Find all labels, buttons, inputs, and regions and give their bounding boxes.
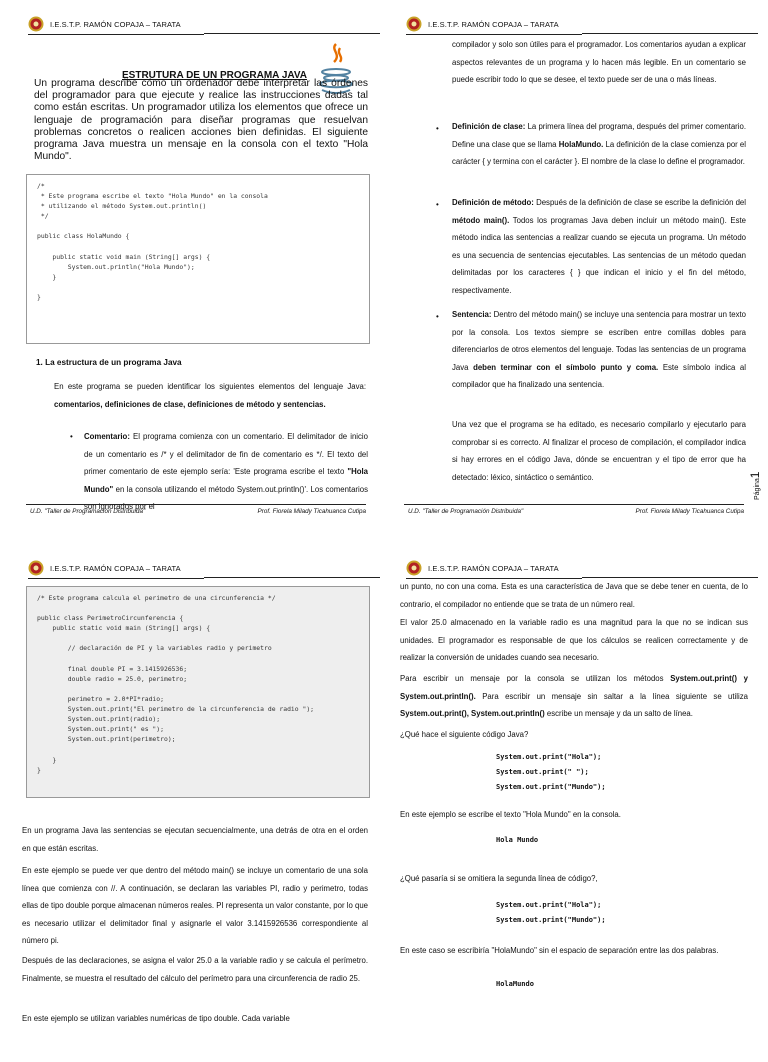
school-name: I.E.S.T.P. RAMÓN COPAJA – TARATA bbox=[428, 20, 559, 29]
bullet-bold: método main(). bbox=[452, 215, 510, 225]
answer-1: En este ejemplo se escribe el texto "Hola Mundo" en la consola. bbox=[400, 810, 621, 819]
page-number-label bbox=[748, 472, 762, 500]
page-header bbox=[406, 560, 582, 579]
document-page-3 bbox=[14, 558, 382, 1062]
bullet-definicion-metodo bbox=[452, 194, 746, 299]
footer-course: U.D. "Taller de Programación Distribuida" bbox=[30, 508, 146, 515]
bullet-text-end: en la consola utilizando el método System.out.println()'. Los comentarios son ignorados por el bbox=[84, 484, 368, 511]
school-logo-icon bbox=[406, 560, 422, 576]
closing-paragraph: Una vez que el programa se ha editado, es necesario compilarlo y ejecutarlo para comprobar si es correcto. Al finalizar el proceso de compilación, el compilador indica si hay errores en el código Java, dónde se encuentran y el tipo de error que ha detectado: léxico, sintáctico o semántico. bbox=[452, 420, 746, 482]
paragraph-units: El valor 25.0 almacenado en la variable radio es una magnitud para la que no se indican sus unidades. El programador es responsable de que los cálculos se realicen correctamente y de realizar la conversión de unidades cuando sea necesario. bbox=[400, 618, 748, 662]
print-bold-d: System.out.print(), System.out.println() bbox=[400, 709, 545, 718]
page-number: 1 bbox=[748, 471, 762, 479]
bullet-text: Dentro del método main() se incluye una sentencia para mostrar un texto por la consola. Los textos siempre se escriben entre comillas dobles para diferenciarlos de otros elementos del lenguaje. Todas las sentencias de un programa Java bbox=[452, 310, 746, 372]
bullet-dot: • bbox=[436, 200, 439, 209]
page-footer bbox=[404, 504, 744, 515]
bullet-dot: • bbox=[436, 124, 439, 133]
output-2: HolaMundo bbox=[496, 980, 534, 988]
bullet-text: Después de la definición de clase se escribe la definición del bbox=[533, 198, 746, 207]
page-title: ESTRUTURA DE UN PROGRAMA JAVA bbox=[122, 70, 308, 81]
intro-paragraph: Un programa describe cómo un ordenador debe interpretar las órdenes del programador para que ejecute y realice las instrucciones dadas tal como están escritas. Un programador utiliza los elementos que ofrece un lenguaje de programación para diseñar programas que resuelvan problemas concretos o realicen acciones bien definidas. El siguiente programa Java muestra un mensaje en la consola con el texto "Hola Mundo". bbox=[34, 78, 368, 163]
bullet-label: Comentario: bbox=[84, 432, 130, 441]
section-intro bbox=[54, 378, 366, 413]
page-header bbox=[28, 560, 204, 579]
page-header bbox=[28, 16, 204, 35]
bullet-dot: • bbox=[436, 312, 439, 321]
footer-teacher: Prof. Fiorela Milady Ticahuanca Cutipa bbox=[257, 508, 366, 515]
bullet-definicion-clase bbox=[452, 118, 746, 171]
paragraph-sequential: En un programa Java las sentencias se ejecutan secuencialmente, una detrás de otra en el orden en que están escritas. bbox=[22, 826, 368, 853]
paragraph-variables: En este ejemplo se utilizan variables numéricas de tipo double. Cada variable bbox=[22, 1014, 290, 1023]
footer-course: U.D. "Taller de Programación Distribuida" bbox=[408, 508, 524, 515]
bullet-label: Definición de método: bbox=[452, 198, 534, 207]
document-page-2 bbox=[392, 14, 760, 518]
print-text-e: escribe un mensaje y da un salto de línea. bbox=[544, 709, 693, 718]
page-label: Página bbox=[754, 478, 761, 500]
section-intro-text: En este programa se pueden identificar los siguientes elementos del lenguaje Java: bbox=[54, 382, 366, 391]
school-logo-icon bbox=[28, 16, 44, 32]
bullet-text: La primera línea del programa, después del primer comentario. Define una clase que se llama bbox=[452, 122, 746, 149]
print-text-a: Para escribir un mensaje por la consola se utilizan los métodos bbox=[400, 674, 671, 683]
school-logo-icon bbox=[28, 560, 44, 576]
bullet-text: El programa comienza con un comentario. El delimitador de inicio de un comentario es /* y el delimitador de fin de comentario es */. El texto del primer comentario de este ejemplo sería: 'Este programa escribe el texto bbox=[84, 432, 368, 476]
paragraph-decimal-point: un punto, no con una coma. Esta es una característica de Java que se debe tener en cuenta, de lo contrario, el compilador no entiende que se trata de un número real. bbox=[400, 582, 748, 609]
code-block-hola-mundo: /* * Este programa escribe el texto "Hola Mundo" en la consola * utilizando el método System.out.println() */ public class HolaMundo { public static void main (String[] args) { System.out.println("Hola Mundo"); } } bbox=[26, 174, 370, 344]
question-2: ¿Qué pasaría si se omitiera la segunda línea de código?, bbox=[400, 874, 598, 883]
paragraph-calculation: Después de las declaraciones, se asigna el valor 25.0 a la variable radio y se calcula el perímetro. Finalmente, se muestra el resultado del cálculo del perímetro para una circunferencia de radio 25. bbox=[22, 956, 368, 983]
page-header bbox=[406, 16, 582, 35]
bullet-text-end: La definición de la clase comienza por el carácter { y termina con el carácter }. El nombre de la clase lo define el programador. bbox=[452, 139, 746, 166]
bullet-bold: deben terminar con el símbolo punto y coma. bbox=[473, 362, 659, 372]
question-1: ¿Qué hace el siguiente código Java? bbox=[400, 730, 529, 739]
bullet-dot: • bbox=[70, 432, 73, 441]
bullet-text-end: Este símbolo indica al compilador que ha finalizado una sentencia. bbox=[452, 362, 746, 389]
bullet-label: Sentencia: bbox=[452, 310, 492, 319]
bullet-bold: "Hola Mundo" bbox=[84, 467, 368, 494]
footer-teacher: Prof. Fiorela Milady Ticahuanca Cutipa bbox=[635, 508, 744, 515]
paragraph-print-methods bbox=[400, 670, 748, 723]
section-intro-bold: comentarios, definiciones de clase, definiciones de método y sentencias. bbox=[54, 399, 326, 409]
paragraph-declarations: En este ejemplo se puede ver que dentro del método main() se incluye un comentario de una sola línea que comienza con //. A continuación, se declaran las variables PI, radio y perimetro, todas ellas de tipo double porque almacenan números reales. PI representa un valor constante, por lo que es necesario utilizar el delimitador final y asignarle el valor 3.1415926536 correspondiente al número pi. bbox=[22, 866, 368, 945]
output-1: Hola Mundo bbox=[496, 836, 539, 844]
header-rule bbox=[204, 577, 380, 578]
print-bold-b: System.out.print() y System.out.println(). bbox=[400, 674, 748, 701]
school-name: I.E.S.T.P. RAMÓN COPAJA – TARATA bbox=[50, 564, 181, 573]
page-footer bbox=[26, 504, 366, 515]
bullet-bold: HolaMundo. bbox=[558, 139, 604, 149]
code-snippet-1: System.out.print("Hola"); System.out.print(" "); System.out.print("Mundo"); bbox=[496, 753, 606, 791]
code-block-perimetro: /* Este programa calcula el perimetro de una circunferencia */ public class PerimetroCircunferencia { public static void main (String[] args) { // declaración de PI y la variables radio y perimetro final double PI = 3.1415926536; double radio = 25.0, perimetro; perimetro = 2.0*PI*radio; System.out.print("El perimetro de la circunferencia de radio "); System.out.print(radio); System.out.print(" es "); System.out.print(perimetro); } } bbox=[26, 586, 370, 798]
bullet-comentario bbox=[84, 428, 368, 516]
code-snippet-2: System.out.print("Hola"); System.out.print("Mundo"); bbox=[496, 901, 606, 924]
bullet-text-end: Todos los programas Java deben incluir un método main(). Este método indica las sentencias a realizar cuando se ejecuta un programa. Un método es una secuencia de sentencias ejecutables. Las sentencias de un método quedan delimitadas por los caracteres { } que indican el inicio y el fin del método, respectivamente. bbox=[452, 215, 746, 295]
comment-continuation: compilador y solo son útiles para el programador. Los comentarios ayudan a explicar aspectos relevantes de un programa y lo hacen más legible. En un comentario se puede escribir todo lo que se desee, el texto puede ser de una o más líneas. bbox=[452, 40, 746, 84]
document-page-1 bbox=[14, 14, 382, 518]
school-name: I.E.S.T.P. RAMÓN COPAJA – TARATA bbox=[50, 20, 181, 29]
header-rule bbox=[582, 33, 758, 34]
section-heading: 1. La estructura de un programa Java bbox=[36, 358, 182, 367]
bullet-label: Definición de clase: bbox=[452, 122, 526, 131]
print-text-c: Para escribir un mensaje sin saltar a la línea siguiente se utiliza bbox=[475, 691, 748, 701]
answer-2: En este caso se escribiría "HolaMundo" sin el espacio de separación entre las dos palabras. bbox=[400, 946, 719, 955]
school-name: I.E.S.T.P. RAMÓN COPAJA – TARATA bbox=[428, 564, 559, 573]
document-page-4 bbox=[392, 558, 760, 1024]
header-rule bbox=[204, 33, 380, 34]
school-logo-icon bbox=[406, 16, 422, 32]
bullet-sentencia bbox=[452, 306, 746, 394]
